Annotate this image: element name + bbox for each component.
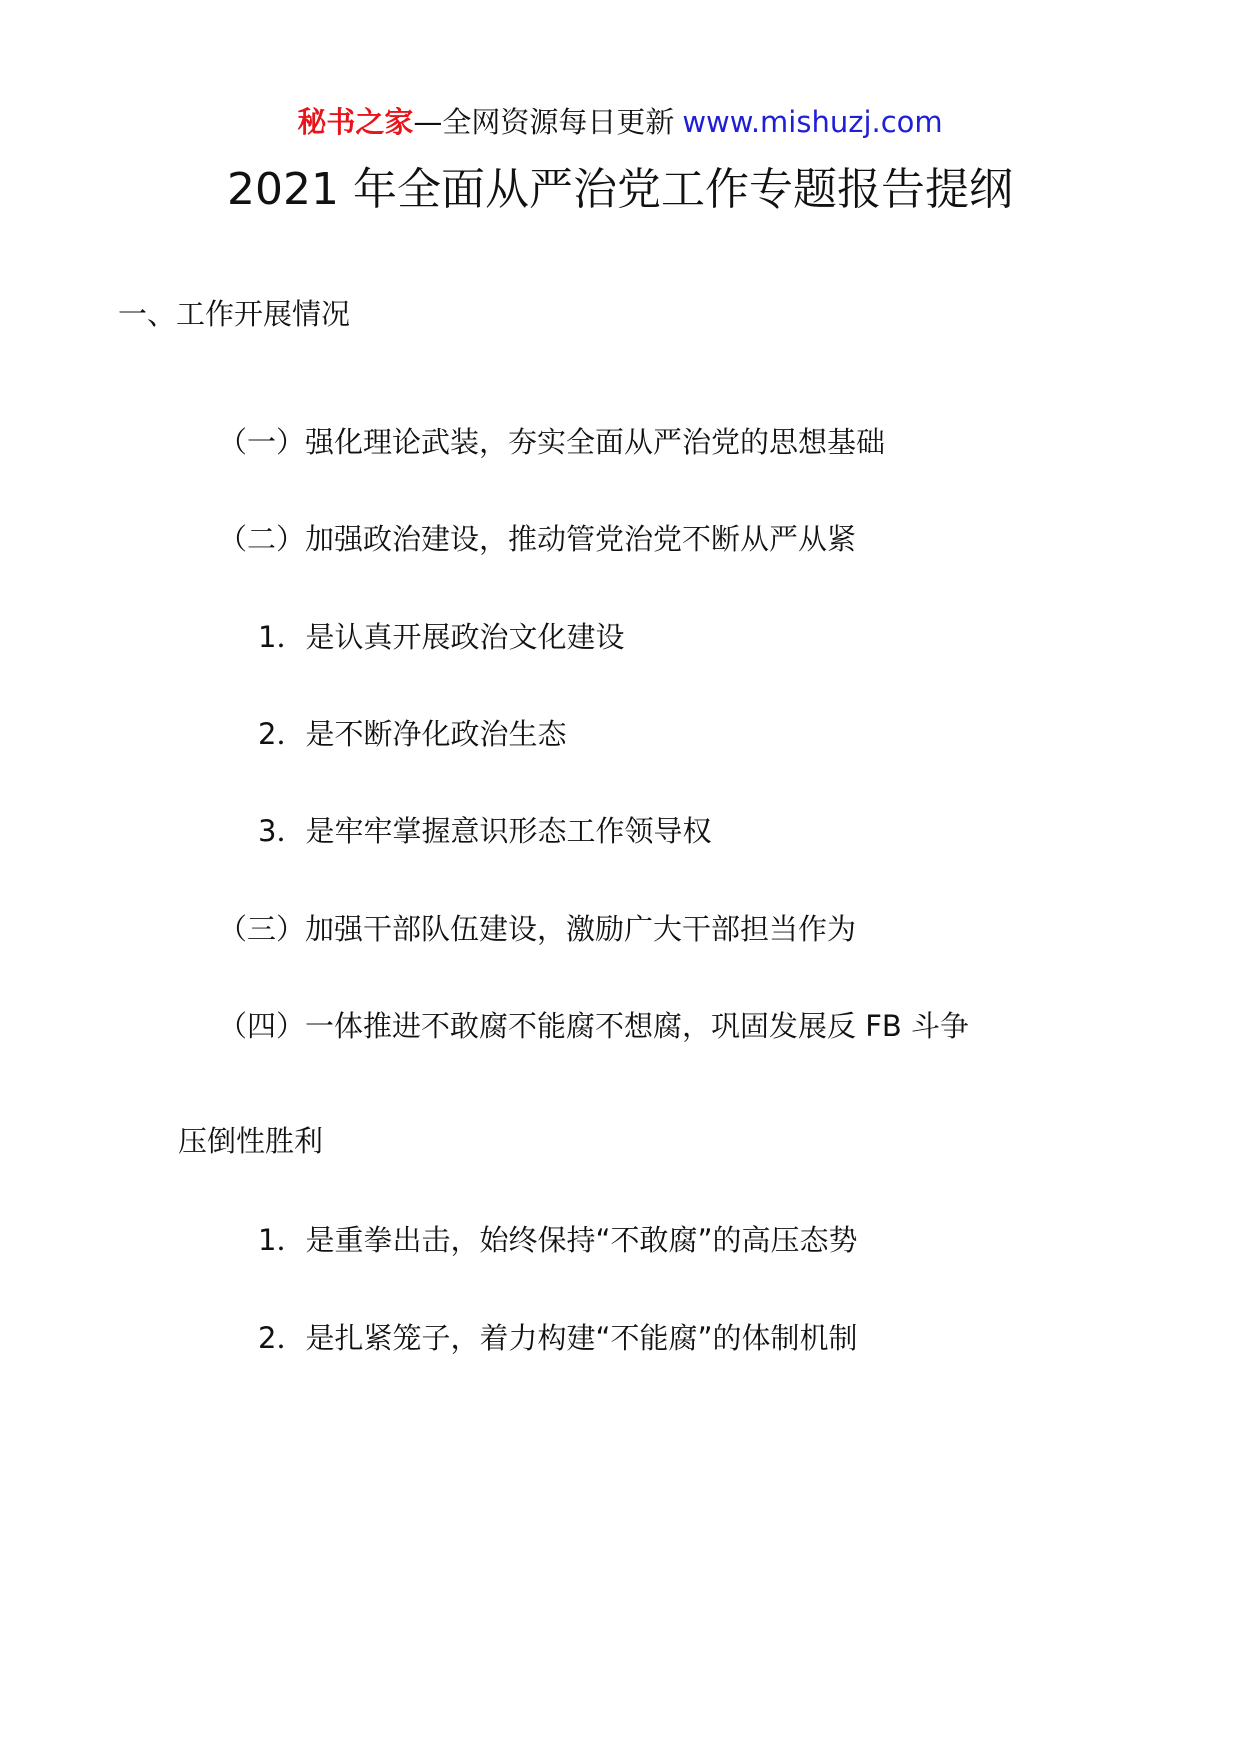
subsection-heading: （四）一体推进不敢腐不能腐不想腐，巩固发展反 FB 斗争	[218, 1009, 970, 1043]
subsection-heading: （一）强化理论武装，夯实全面从严治党的思想基础	[218, 425, 886, 459]
subsection-heading: （二）加强政治建设，推动管党治党不断从严从紧	[218, 522, 857, 556]
subsection-heading-continuation: 压倒性胜利	[178, 1124, 324, 1158]
list-item: 2．是不断净化政治生态	[258, 717, 567, 751]
site-slogan: —全网资源每日更新	[413, 105, 675, 139]
list-item: 1．是重拳出击，始终保持“不敢腐”的高压态势	[258, 1223, 858, 1257]
brand-name: 秘书之家	[297, 105, 414, 139]
list-item: 1．是认真开展政治文化建设	[258, 620, 625, 654]
subsection-heading: （三）加强干部队伍建设，激励广大干部担当作为	[218, 912, 857, 946]
section-heading: 一、工作开展情况	[118, 297, 351, 331]
list-item: 2．是扎紧笼子，着力构建“不能腐”的体制机制	[258, 1321, 858, 1355]
site-url-link[interactable]: www.mishuzj.com	[682, 105, 943, 139]
site-header	[0, 102, 1240, 142]
list-item: 3．是牢牢掌握意识形态工作领导权	[258, 814, 712, 848]
document-title: 2021 年全面从严治党工作专题报告提纲	[227, 164, 1013, 215]
